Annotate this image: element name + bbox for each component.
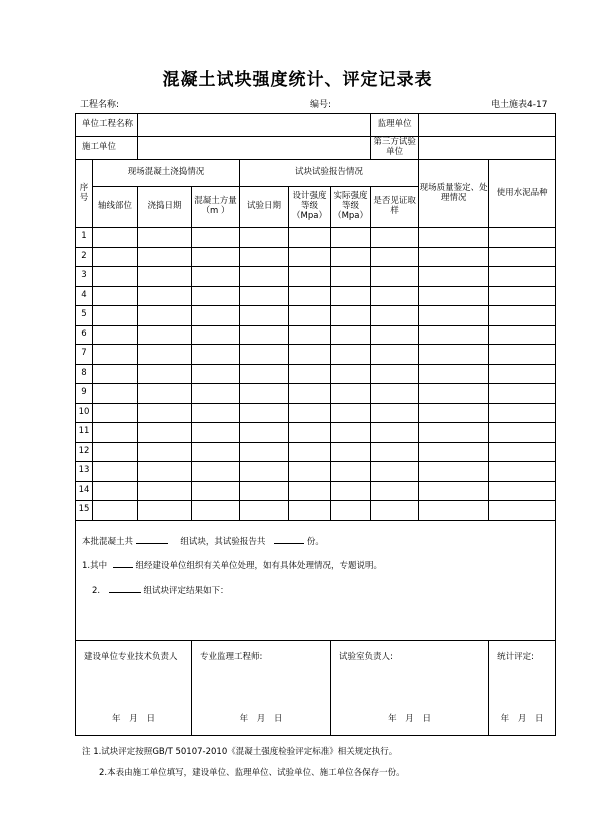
cell-axis[interactable] <box>93 247 138 267</box>
table-row <box>76 423 556 443</box>
cell-quality[interactable] <box>419 325 489 345</box>
cell-design-strength[interactable] <box>289 306 331 326</box>
cell-quality[interactable] <box>419 345 489 365</box>
cell-witness[interactable] <box>371 462 419 482</box>
cell-axis[interactable] <box>93 462 138 482</box>
cell-quality[interactable] <box>419 403 489 423</box>
cell-cement[interactable] <box>489 247 556 267</box>
cell-design-strength[interactable] <box>289 364 331 384</box>
construction-field[interactable] <box>138 137 371 160</box>
cell-pour-date[interactable] <box>138 345 192 365</box>
cell-test-date[interactable] <box>240 286 289 306</box>
cell-volume[interactable] <box>192 306 240 326</box>
cell-witness[interactable] <box>371 267 419 287</box>
cell-axis[interactable] <box>93 384 138 404</box>
cell-actual-strength[interactable] <box>331 442 371 462</box>
cell-quality[interactable] <box>419 481 489 501</box>
cell-volume[interactable] <box>192 325 240 345</box>
signature-cell-lab[interactable] <box>331 640 489 735</box>
cell-design-strength[interactable] <box>289 247 331 267</box>
unit-project-field[interactable] <box>138 114 371 137</box>
cell-actual-strength[interactable] <box>331 384 371 404</box>
cell-actual-strength[interactable] <box>331 501 371 521</box>
cell-test-date[interactable] <box>240 247 289 267</box>
cell-volume[interactable] <box>192 442 240 462</box>
cell-cement[interactable] <box>489 345 556 365</box>
signature-date: 年 月 日 <box>500 713 544 724</box>
col-witness: 是否见证取样 <box>371 187 419 228</box>
cell-pour-date[interactable] <box>138 481 192 501</box>
row-number: 12 <box>76 442 93 462</box>
cell-actual-strength[interactable] <box>331 306 371 326</box>
cell-volume[interactable] <box>192 286 240 306</box>
cell-cement[interactable] <box>489 384 556 404</box>
cell-test-date[interactable] <box>240 501 289 521</box>
cell-test-date[interactable] <box>240 423 289 443</box>
cell-axis[interactable] <box>93 267 138 287</box>
cell-witness[interactable] <box>371 442 419 462</box>
col-axis: 轴线部位 <box>93 187 138 228</box>
cell-pour-date[interactable] <box>138 364 192 384</box>
cell-actual-strength[interactable] <box>331 403 371 423</box>
row-number: 3 <box>76 267 93 287</box>
summary-line2-a: 1.其中 <box>82 561 108 572</box>
cell-axis[interactable] <box>93 345 138 365</box>
cell-axis[interactable] <box>93 306 138 326</box>
table-row <box>76 481 556 501</box>
cell-volume[interactable] <box>192 423 240 443</box>
cell-quality[interactable] <box>419 267 489 287</box>
cell-quality[interactable] <box>419 228 489 248</box>
cell-test-date[interactable] <box>240 403 289 423</box>
cell-pour-date[interactable] <box>138 501 192 521</box>
cell-pour-date[interactable] <box>138 442 192 462</box>
construction-label: 施工单位 <box>76 137 138 160</box>
cell-witness[interactable] <box>371 325 419 345</box>
cell-cement[interactable] <box>489 423 556 443</box>
cell-axis[interactable] <box>93 442 138 462</box>
table-row <box>76 228 556 248</box>
cell-design-strength[interactable] <box>289 423 331 443</box>
signature-date: 年 月 日 <box>112 713 155 724</box>
row-number: 7 <box>76 345 93 365</box>
cell-witness[interactable] <box>371 364 419 384</box>
third-party-field[interactable] <box>419 137 556 160</box>
col-test-date: 试验日期 <box>240 187 289 228</box>
cell-pour-date[interactable] <box>138 286 192 306</box>
cell-test-date[interactable] <box>240 325 289 345</box>
cell-cement[interactable] <box>489 286 556 306</box>
signature-cell-owner[interactable] <box>76 640 192 735</box>
cell-pour-date[interactable] <box>138 306 192 326</box>
cell-witness[interactable] <box>371 403 419 423</box>
row-number: 5 <box>76 306 93 326</box>
cell-volume[interactable] <box>192 384 240 404</box>
cell-witness[interactable] <box>371 247 419 267</box>
cell-axis[interactable] <box>93 501 138 521</box>
summary-line1-c: 份。 <box>306 536 324 547</box>
signature-title: 试验室负责人: <box>339 651 393 662</box>
cell-cement[interactable] <box>489 364 556 384</box>
cell-pour-date[interactable] <box>138 247 192 267</box>
cell-quality[interactable] <box>419 384 489 404</box>
cell-actual-strength[interactable] <box>331 325 371 345</box>
table-row <box>76 306 556 326</box>
form-code: 电土施表4-17 <box>491 100 548 110</box>
unit-project-label: 单位工程名称 <box>76 114 138 137</box>
row-number: 6 <box>76 325 93 345</box>
cell-volume[interactable] <box>192 462 240 482</box>
col-seq: 序号 <box>76 160 93 228</box>
cell-axis[interactable] <box>93 286 138 306</box>
cell-actual-strength[interactable] <box>331 228 371 248</box>
cell-actual-strength[interactable] <box>331 345 371 365</box>
cell-volume[interactable] <box>192 364 240 384</box>
cell-actual-strength[interactable] <box>331 462 371 482</box>
row-number: 9 <box>76 384 93 404</box>
cell-design-strength[interactable] <box>289 442 331 462</box>
cell-quality[interactable] <box>419 306 489 326</box>
summary-line2-b: 组经建设单位组织有关单位处理，如有具体处理情况，专题说明。 <box>135 561 383 572</box>
cell-test-date[interactable] <box>240 442 289 462</box>
cell-design-strength[interactable] <box>289 403 331 423</box>
evaluated-groups-blank[interactable] <box>109 584 141 593</box>
cell-actual-strength[interactable] <box>331 364 371 384</box>
signature-cell-statistics[interactable] <box>489 640 556 735</box>
summary-line1-b: 组试块，其试验报告共 <box>180 536 266 547</box>
col-quality: 现场质量鉴定、处理情况 <box>419 160 489 228</box>
cell-design-strength[interactable] <box>289 267 331 287</box>
cell-volume[interactable] <box>192 481 240 501</box>
cell-design-strength[interactable] <box>289 462 331 482</box>
cell-axis[interactable] <box>93 481 138 501</box>
cell-test-date[interactable] <box>240 364 289 384</box>
table-row <box>76 364 556 384</box>
table-row <box>76 286 556 306</box>
row-number: 14 <box>76 481 93 501</box>
project-name-label: 工程名称: <box>80 100 120 110</box>
number-label: 编号: <box>310 100 332 110</box>
cell-quality[interactable] <box>419 501 489 521</box>
cell-cement[interactable] <box>489 325 556 345</box>
cell-test-date[interactable] <box>240 306 289 326</box>
signature-cell-supervisor[interactable] <box>192 640 331 735</box>
col-pour-date: 浇捣日期 <box>138 187 192 228</box>
cell-design-strength[interactable] <box>289 228 331 248</box>
row-number: 2 <box>76 247 93 267</box>
cell-axis[interactable] <box>93 423 138 443</box>
cell-volume[interactable] <box>192 345 240 365</box>
cell-cement[interactable] <box>489 462 556 482</box>
page-title: 混凝土试块强度统计、评定记录表 <box>162 70 433 90</box>
summary-line3-b: 组试块评定结果如下： <box>143 586 229 597</box>
cell-witness[interactable] <box>371 286 419 306</box>
col-design-strength: 设计强度等级（Mpa） <box>289 187 331 228</box>
cell-design-strength[interactable] <box>289 384 331 404</box>
table-row <box>76 501 556 521</box>
cell-design-strength[interactable] <box>289 481 331 501</box>
cell-witness[interactable] <box>371 384 419 404</box>
cell-design-strength[interactable] <box>289 501 331 521</box>
cell-actual-strength[interactable] <box>331 286 371 306</box>
cell-witness[interactable] <box>371 228 419 248</box>
cell-cement[interactable] <box>489 228 556 248</box>
report-count-blank[interactable] <box>274 535 304 544</box>
cell-pour-date[interactable] <box>138 384 192 404</box>
cell-witness[interactable] <box>371 481 419 501</box>
cell-volume[interactable] <box>192 501 240 521</box>
cell-axis[interactable] <box>93 325 138 345</box>
cell-quality[interactable] <box>419 462 489 482</box>
table-row <box>76 442 556 462</box>
cell-witness[interactable] <box>371 306 419 326</box>
signature-date: 年 月 日 <box>388 713 431 724</box>
col-group-report: 试块试验报告情况 <box>240 160 419 187</box>
col-volume: 混凝土方量（m ） <box>192 187 240 228</box>
cell-pour-date[interactable] <box>138 403 192 423</box>
note-2: 2.本表由施工单位填写，建设单位、监理单位、试验单位、施工单位各保存一份。 <box>99 768 405 778</box>
cell-test-date[interactable] <box>240 462 289 482</box>
cell-witness[interactable] <box>371 423 419 443</box>
cell-test-date[interactable] <box>240 267 289 287</box>
row-number: 13 <box>76 462 93 482</box>
total-groups-blank[interactable] <box>136 535 168 544</box>
cell-quality[interactable] <box>419 423 489 443</box>
table-row <box>76 325 556 345</box>
cell-quality[interactable] <box>419 247 489 267</box>
cell-design-strength[interactable] <box>289 345 331 365</box>
cell-test-date[interactable] <box>240 384 289 404</box>
cell-test-date[interactable] <box>240 481 289 501</box>
summary-section <box>76 520 556 640</box>
summary-line3-a: 2. <box>92 586 101 597</box>
cell-test-date[interactable] <box>240 345 289 365</box>
row-number: 15 <box>76 501 93 521</box>
cell-pour-date[interactable] <box>138 325 192 345</box>
third-party-label: 第三方试验单位 <box>371 137 419 160</box>
cell-test-date[interactable] <box>240 228 289 248</box>
cell-witness[interactable] <box>371 501 419 521</box>
row-number: 8 <box>76 364 93 384</box>
cell-cement[interactable] <box>489 267 556 287</box>
cell-quality[interactable] <box>419 442 489 462</box>
signature-title: 统计评定: <box>497 651 534 662</box>
table-row <box>76 462 556 482</box>
cell-cement[interactable] <box>489 403 556 423</box>
cell-actual-strength[interactable] <box>331 267 371 287</box>
summary-line1-a: 本批混凝土共 <box>82 536 134 547</box>
cell-axis[interactable] <box>93 364 138 384</box>
cell-actual-strength[interactable] <box>331 247 371 267</box>
cell-quality[interactable] <box>419 364 489 384</box>
table-row <box>76 247 556 267</box>
cell-volume[interactable] <box>192 247 240 267</box>
col-cement: 使用水泥品种 <box>489 160 556 228</box>
col-actual-strength: 实际强度等级（Mpa） <box>331 187 371 228</box>
table-row <box>76 384 556 404</box>
signature-title: 专业监理工程师: <box>200 651 263 662</box>
cell-axis[interactable] <box>93 403 138 423</box>
row-number: 10 <box>76 403 93 423</box>
cell-cement[interactable] <box>489 501 556 521</box>
cell-volume[interactable] <box>192 228 240 248</box>
signature-date: 年 月 日 <box>239 713 283 724</box>
cell-cement[interactable] <box>489 442 556 462</box>
row-number: 11 <box>76 423 93 443</box>
cell-quality[interactable] <box>419 286 489 306</box>
notes-section <box>82 742 405 784</box>
cell-pour-date[interactable] <box>138 423 192 443</box>
record-table <box>75 113 556 736</box>
cell-cement[interactable] <box>489 306 556 326</box>
table-row <box>76 345 556 365</box>
cell-design-strength[interactable] <box>289 325 331 345</box>
cell-witness[interactable] <box>371 345 419 365</box>
cell-axis[interactable] <box>93 228 138 248</box>
supervision-field[interactable] <box>419 114 556 137</box>
cell-pour-date[interactable] <box>138 267 192 287</box>
cell-volume[interactable] <box>192 267 240 287</box>
cell-actual-strength[interactable] <box>331 481 371 501</box>
cell-actual-strength[interactable] <box>331 423 371 443</box>
signature-title: 建设单位专业技术负责人 <box>84 651 178 662</box>
row-number: 1 <box>76 228 93 248</box>
cell-design-strength[interactable] <box>289 286 331 306</box>
table-row <box>76 267 556 287</box>
supervision-label: 监理单位 <box>371 114 419 137</box>
cell-pour-date[interactable] <box>138 228 192 248</box>
col-group-site: 现场混凝土浇捣情况 <box>93 160 240 187</box>
table-row <box>76 403 556 423</box>
handled-groups-blank[interactable] <box>113 559 133 568</box>
cell-pour-date[interactable] <box>138 462 192 482</box>
cell-cement[interactable] <box>489 481 556 501</box>
note-1: 注 1.试块评定按照GB/T 50107-2010《混凝土强度检验评定标准》相关规定执行。 <box>82 747 398 757</box>
row-number: 4 <box>76 286 93 306</box>
cell-volume[interactable] <box>192 403 240 423</box>
